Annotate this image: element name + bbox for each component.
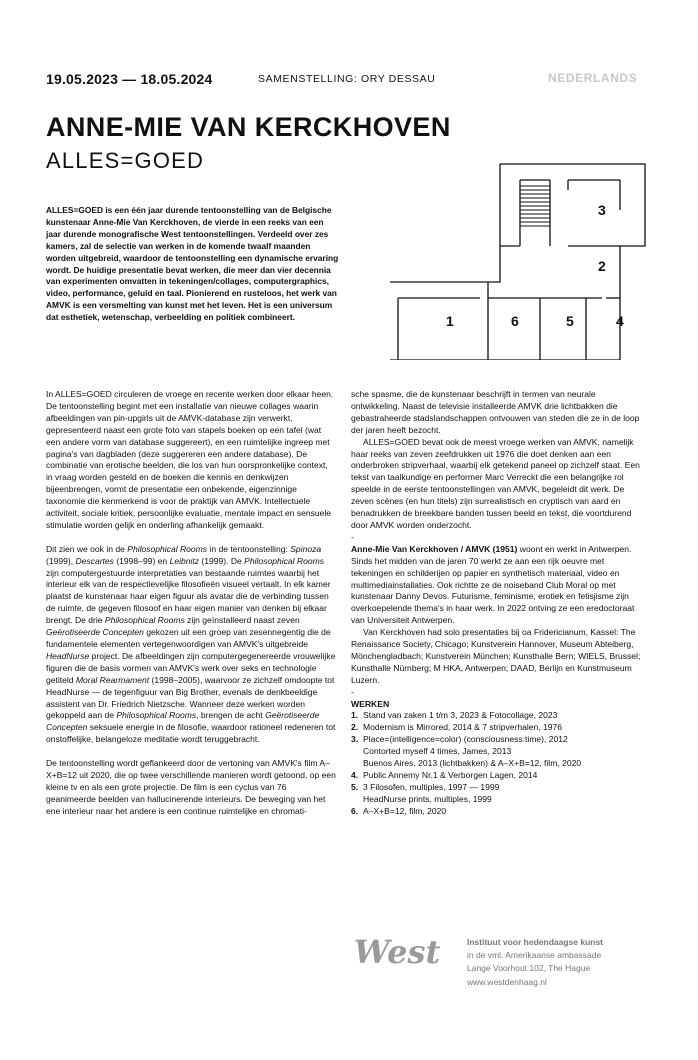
room-label-4: 4: [616, 313, 624, 329]
list-item: 3. Place=(intelligence=color) (consciousness:time), 2012 Contorted myself 4 times, James, 2013 Buenos Aires, 2013 (lichtbakken) & A–X+B=12, film, 2020: [351, 734, 582, 769]
floor-plan: [390, 160, 646, 360]
room-label-5: 5: [566, 313, 574, 329]
separator-dash: -: [351, 531, 354, 542]
works-list: [351, 710, 641, 817]
west-logo: [354, 931, 440, 971]
works-heading: WERKEN: [351, 698, 390, 709]
list-item: 5. 3 Filosofen, multiples, 1997 — 1999 HeadNurse prints, multiples, 1999: [351, 781, 500, 804]
list-item: 6. A–X+B=12, film, 2020: [351, 805, 447, 816]
body-column-left: [46, 389, 336, 818]
svg-text:West: West: [354, 933, 440, 971]
list-item: 2. Modernism is Mirrored, 2014 & 7 stripverhalen, 1976: [351, 722, 563, 733]
page-subtitle: ALLES=GOED: [46, 148, 205, 173]
intro-paragraph: ALLES=GOED is een één jaar durende tentoonstelling van de Belgische kunstenaar Anne-Mie Van Kerckhoven, de vierde in een reeks van een jaar durende monografische West tentoonstellingen. Verdeeld over zes kamers, zal de selectie van werken in de komende twaalf maanden worden uitgebreid, waardoor de tentoonstelling een dynamische ervaring wordt. De huidige presentatie bevat werken, die meer dan vier decennia van experimenten omvatten in tekeningen/collages, computergraphics, video, performance, geluid en taal. Pionierend en rusteloos, het werk van AMVK is een versmelting van kunst met het leven. Het is een universum dat esthetiek, wetenschap, verbeelding en politiek combineert.: [46, 205, 339, 323]
institution-name: Instituut voor hedendaagse kunst: [467, 937, 604, 947]
body-column-right: [351, 389, 641, 818]
curator-credit: SAMENSTELLING: ORY DESSAU: [258, 73, 436, 85]
list-item: 4. Public Annemy Nr.1 & Verborgen Lagen, 2014: [351, 770, 538, 780]
room-label-2: 2: [598, 258, 606, 274]
language-label: NEDERLANDS: [548, 71, 638, 85]
paragraph: ALLES=GOED bevat ook de meest vroege werken van AMVK, namelijk haar reeks van zeven zeefdrukken uit 1976 die doet denken aan een onderbroken stripverhaal, waarbij elk getekend paneel op zichzelf staat. Een tekst van taalkundige en performer Marc Verreckt die een belangrijke rol speelde in de eerste tentoonstellingen van AMVK, begeleidt dit werk. De zeven scènes (en hun titels) zijn surrealistisch en cryptisch van aard en benadrukken de breekbare banden tussen beeld en tekst, die voortdurend door AMVK worden onderzocht.: [351, 436, 640, 530]
institution-url: www.westdenhaag.nl: [467, 976, 547, 987]
paragraph: sche spasme, die de kunstenaar beschrijft in termen van neurale ontwikkeling. Naast de televisie installeerde AMVK drie lichtbakken die gebastraheerde stadslandschappen ontvouwen van steden die ze in de loop der jaren heeft bezocht.: [351, 389, 640, 435]
paragraph: In ALLES=GOED circuleren de vroege en recente werken door elkaar heen. De tentoonstelling begint met een installatie van nieuwe collages waarin afbeeldingen van pin-upgirls uit de AMVK-database zijn verwerkt, gepresenteerd naast een grote foto van stapels boeken op een tafel (wat een andere vorm van database suggereert), en een ruimtelijke ingreep met pagina's van dagbladen (deze suggereren een andere database). De combinatie van erotische beelden, die los van hun oorspronkelijke context, in vraag worden gesteld en de boeken die kennis en denkwijzen bijeenbrengen, vormt de presentatie een onbekende, eigenzinnige taxonomie die kenmerkend is voor de praktijk van AMVK. Intellectuele activiteit, sociale kritiek, persoonlijke evaluatie, mentale impact en sensuele stimulatie worden gelijk en onderling afhankelijk gemaakt.: [46, 389, 334, 530]
paragraph: De tentoonstelling wordt geflankeerd door de vertoning van AMVK's film A–X+B=12 uit 2020, die op twee verschillende manieren wordt getoond, op een kleine tv en als een grote projectie. De film is een cyclus van 76 geanimeerde beelden van hallucinerende interieurs. De beweging van het ene interieur naar het andere is een continue ruimtelijke en chromati-: [46, 758, 336, 816]
list-item: 1. Stand van zaken 1 t/m 3, 2023 & Fotocollage, 2023: [351, 710, 558, 721]
bio-paragraph: Anne-Mie Van Kerckhoven / AMVK (1951) woont en werkt in Antwerpen. Sinds het midden van de jaren 70 werkt ze aan een rijk oeuvre met tekeningen en schilderijen op papier en synthetisch materiaal, video en multimediainstallaties. Ook richtte ze de noiseband Club Moral op met kunstenaar Danny Devos. Futurisme, feminisme, erotiek en fetisjisme zijn overkoepelende thema's in haar werk. In 2022 ontving ze een eredoctoraat van Universiteit Antwerpen.: [351, 543, 635, 626]
artist-name: Anne-Mie Van Kerckhoven / AMVK (1951): [351, 543, 518, 554]
room-label-1: 1: [446, 313, 454, 329]
page-title: ANNE-MIE VAN KERCKHOVEN: [46, 112, 451, 142]
room-label-6: 6: [511, 313, 519, 329]
room-label-3: 3: [598, 202, 606, 218]
exhibition-dates: 19.05.2023 — 18.05.2024: [46, 71, 213, 87]
paragraph: Van Kerckhoven had solo presentaties bij oa Fridericianum, Kassel: The Renaissance Society, Chicago; Kunstverein Hannover, Museum Abteiberg, Mönchengladbach; Kunstverein München; Kunsthalle Bern; WIELS, Brussel; Kunsthalle Nürnberg; M HKA, Antwerpen; DAAD, Berlijn en Kunstmuseum Luzern.: [351, 627, 641, 685]
institution-address-line: in de vml. Amerikaanse ambassade: [467, 950, 602, 961]
institution-address-line: Lange Voorhout 102, The Hague: [467, 963, 591, 974]
institution-info: [467, 936, 667, 989]
paragraph: Dit zien we ook in de Philosophical Rooms in de tentoonstelling: Spinoza (1999), Descartes (1998–99) en Leibnitz (1999). De Philosophical Rooms zijn computergestuurde interpretaties van bestaande ruimtes waarbij het interieur elk van de respectievelijke filosofieën visueel vertaalt. In elk kamer plaatst de kunstenaar haar eigen figuur als avatar die de verbinding tussen de ruimte, de gegeven filosoof en haar eigen manier van denken bij elkaar brengt. De drie Philosophical Rooms zijn geïnstalleerd naast zeven Geërotiseerde Concepten gekozen uit een groep van zesennegentig die de fundamentele elementen vertegenwoordigen van AMVK's uitgebreide HeadNurse project. De afbeeldingen zijn computergegenereerde vrouwelijke figuren die de basis vormen van AMVK's werk over seks en technologie getiteld Moral Rearmament (1998–2005), waarvoor ze zichzelf omdoopte tot HeadNurse — de tegenfiguur van Big Brother, evenals de denkbeeldige assistent van Dr. Friedrich Nietzsche. Wanneer deze werken worden gekoppeld aan de Philosophical Rooms, brengen de acht Geërotiseerde Concepten seksuele energie in de filosofie, waardoor rationeel redeneren tot onstoffelijke, belangeloze meditatie wordt teruggebracht.: [46, 543, 336, 745]
separator-dash: -: [351, 686, 354, 697]
